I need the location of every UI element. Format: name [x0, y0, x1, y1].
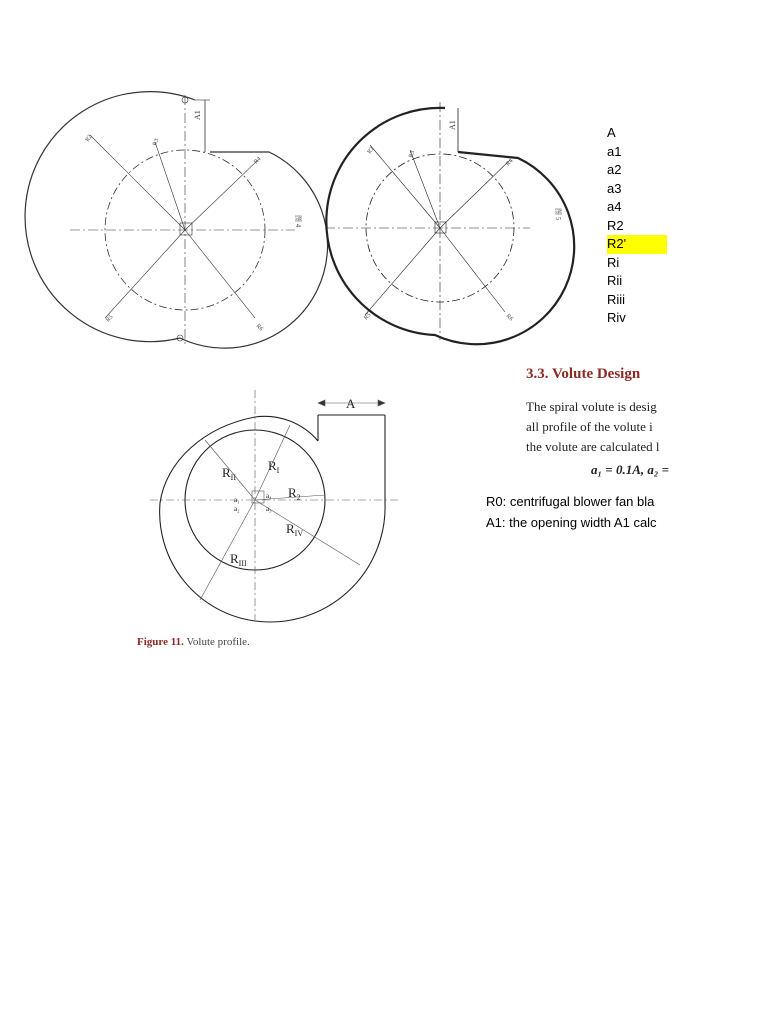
radius-label: R3 — [408, 150, 417, 159]
radius-label: R2 — [84, 133, 94, 144]
radius-label: R6 — [504, 313, 514, 323]
label-RI-sub: I — [276, 466, 280, 475]
section-title: 3.3. Volute Design — [526, 366, 641, 382]
fig5-a1-label: A1 — [448, 120, 457, 130]
param-item: Ri — [607, 254, 620, 270]
label-RIV-sub: IV — [294, 529, 304, 538]
param-item: Riv — [607, 310, 626, 325]
radius-label: R4 — [505, 158, 515, 168]
label-RI-main: R — [268, 458, 277, 473]
label-RIII-sub: III — [238, 559, 247, 568]
param-item-highlighted[interactable]: R2' — [607, 235, 667, 254]
spiral-diagram-top — [60, 90, 562, 350]
fig4-a1-label: A1 — [193, 110, 202, 120]
label-R2-main: R — [288, 485, 297, 500]
volute-profile-diagram — [130, 385, 410, 625]
body-line-3: the volute are calculated l — [526, 439, 660, 454]
label-RII — [222, 465, 236, 482]
radius-label: R5 — [363, 312, 373, 322]
label-RIII — [230, 551, 247, 568]
caption-text: Volute profile. — [183, 636, 250, 648]
label-RII-sub: II — [230, 473, 236, 482]
label-R2 — [288, 485, 301, 502]
label-RIV-main: R — [286, 521, 295, 536]
param-item: Riii — [607, 291, 626, 307]
body-line-1: The spiral volute is desig — [526, 399, 657, 414]
fig5-label: 图 5 — [554, 208, 562, 221]
fig4-label: 图 4 — [294, 215, 302, 228]
label-a3: a₃ — [266, 505, 272, 513]
radius-label: R2 — [366, 145, 376, 156]
label-RI — [268, 458, 280, 475]
param-item: a1 — [607, 143, 622, 159]
label-R2-sub: 2 — [296, 493, 301, 502]
label-a2: a₂ — [234, 505, 240, 513]
body-line-2: all profile of the volute i — [526, 419, 653, 434]
param-item: a3 — [607, 180, 622, 196]
note-a1: A1: the opening width A1 calc — [486, 515, 657, 530]
figure-caption — [137, 636, 250, 648]
volute-outer-spiral — [160, 415, 385, 622]
label-RIII-main: R — [230, 551, 239, 566]
fig5-spiral — [326, 108, 574, 344]
dim-A-label: A — [346, 396, 356, 411]
param-item: a4 — [607, 199, 622, 214]
radius-label: R5 — [105, 314, 115, 324]
radius-label: R4 — [253, 156, 263, 166]
parameter-list — [607, 124, 667, 328]
note-r0: R0: centrifugal blower fan bla — [486, 494, 655, 509]
param-item: A — [607, 125, 616, 140]
param-item: Rii — [607, 273, 623, 288]
label-RII-main: R — [222, 465, 231, 480]
formula-line: a₁ = 0.1A, a₂ = — [591, 462, 670, 477]
fig5-diagram — [325, 102, 574, 344]
fig4-diagram — [25, 92, 328, 348]
radius-label: R3 — [152, 138, 161, 147]
label-a1: a₁ — [234, 496, 240, 504]
caption-label: Figure 11. — [137, 636, 184, 648]
label-RIV — [286, 521, 303, 538]
radius-label: R6 — [254, 323, 264, 333]
param-item: a2 — [607, 162, 622, 177]
label-a4: a₄ — [266, 492, 272, 500]
param-item: R2 — [607, 217, 624, 233]
